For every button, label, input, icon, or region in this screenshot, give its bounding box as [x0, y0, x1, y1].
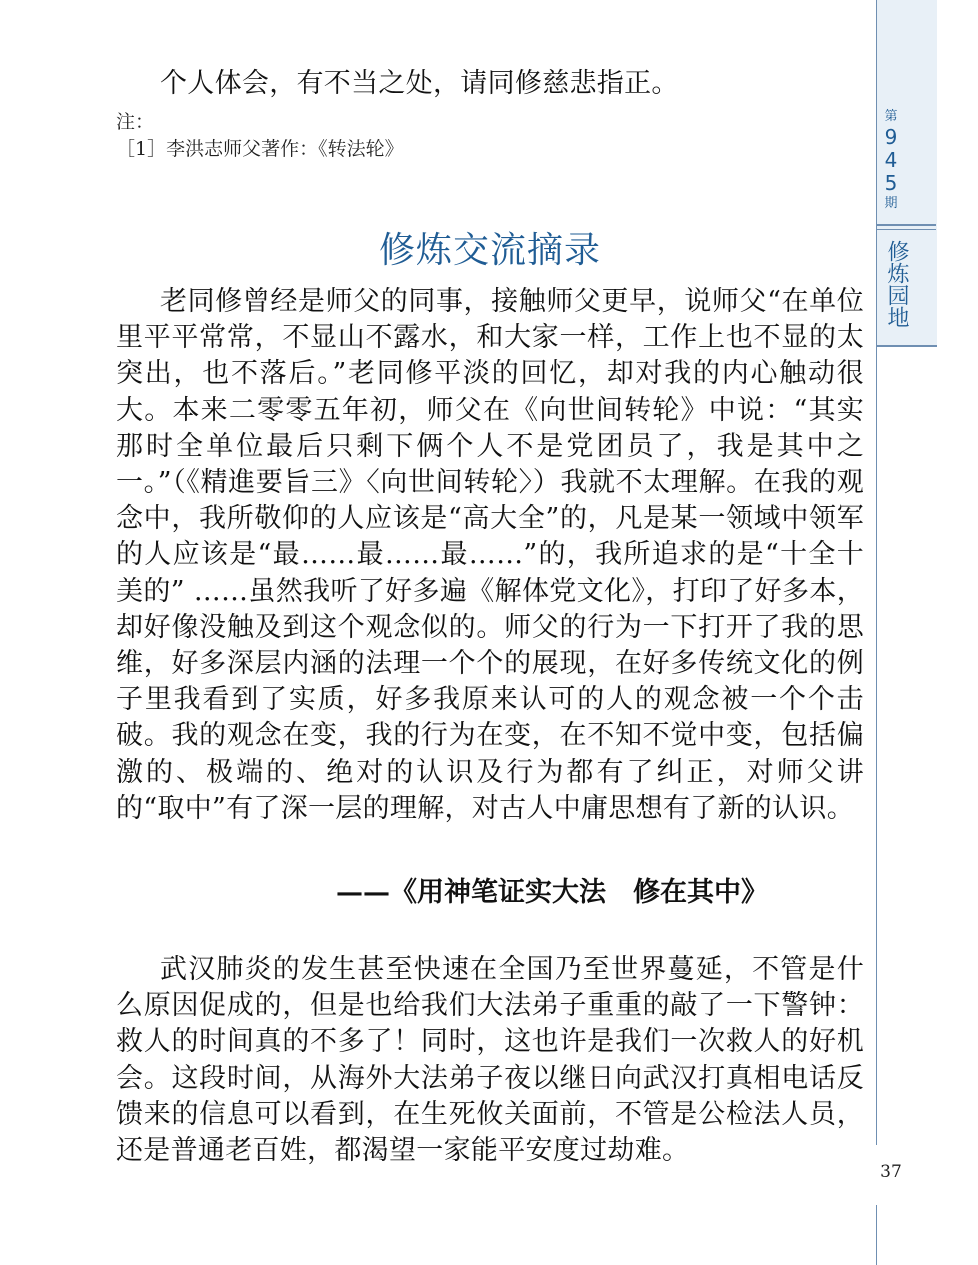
issue-digit: 5	[884, 171, 898, 195]
sidebar	[876, 0, 978, 1265]
excerpt-paragraph: 老同修曾经是师父的同事，接触师父更早，说师父“在单位里平平常常，不显山不露水，和大家一样，工作上也不显的太突出，也不落后。”老同修平淡的回忆，却对我的内心触动很大。本来二零零五年初，师父在《向世间转轮》中说：“其实那时全单位最后只剩下俩个人不是党团员了，我是其中之一。”（《精進要旨三》〈向世间转轮〉）我就不太理解。在我的观念中，我所敬仰的人应该是“高大全”的，凡是某一领域中领军的人应该是“最……最……最……”的，我所追求的是“十全十美的” ……虽然我听了好多遍《解体党文化》，打印了好多本，却好像没触及到这个观念似的。师父的行为一下打开了我的思维，好多深层内涵的法理一个个的展现，在好多传统文化的例子里我看到了实质，好多我原来认可的人的观念被一个个击破。我的观念在变，我的行为在变，在不知不觉中变，包括偏激的、极端的、绝对的认识及行为都有了纠正，对师父讲的“取中”有了深一层的理解，对古人中庸思想有了新的认识。	[116, 286, 864, 824]
excerpt-source: ——《用神笔证实大法 修在其中》	[336, 877, 768, 908]
issue-digit: 4	[884, 148, 898, 172]
section-title: 修炼园地	[884, 240, 909, 328]
issue-suffix: 期	[884, 196, 898, 211]
issue-prefix: 第	[884, 109, 898, 124]
issue-number	[876, 108, 906, 213]
issue-divider	[876, 224, 936, 226]
sidebar-bottom-line	[876, 1205, 877, 1265]
closing-line: 个人体会，有不当之处，请同修慈悲指正。	[160, 68, 679, 99]
note-label: 注：	[116, 111, 155, 133]
article-heading: 修炼交流摘录	[378, 230, 601, 271]
issue-digit: 9	[884, 125, 898, 149]
note-reference: ［1］李洪志师父著作：《转法轮》	[116, 138, 404, 160]
sidebar-divider-line	[876, 345, 877, 1145]
page-number: 37	[880, 1162, 902, 1182]
issue-divider-thin	[876, 229, 936, 230]
excerpt-paragraph: 武汉肺炎的发生甚至快速在全国乃至世界蔓延，不管是什么原因促成的，但是也给我们大法弟子重重的敲了一下警钟：救人的时间真的不多了！同时，这也许是我们一次救人的好机会。这段时间，从海外大法弟子夜以继日向武汉打真相电话反馈来的信息可以看到，在生死攸关面前，不管是公检法人员，还是普通老百姓，都渴望一家能平安度过劫难。	[116, 954, 864, 1167]
